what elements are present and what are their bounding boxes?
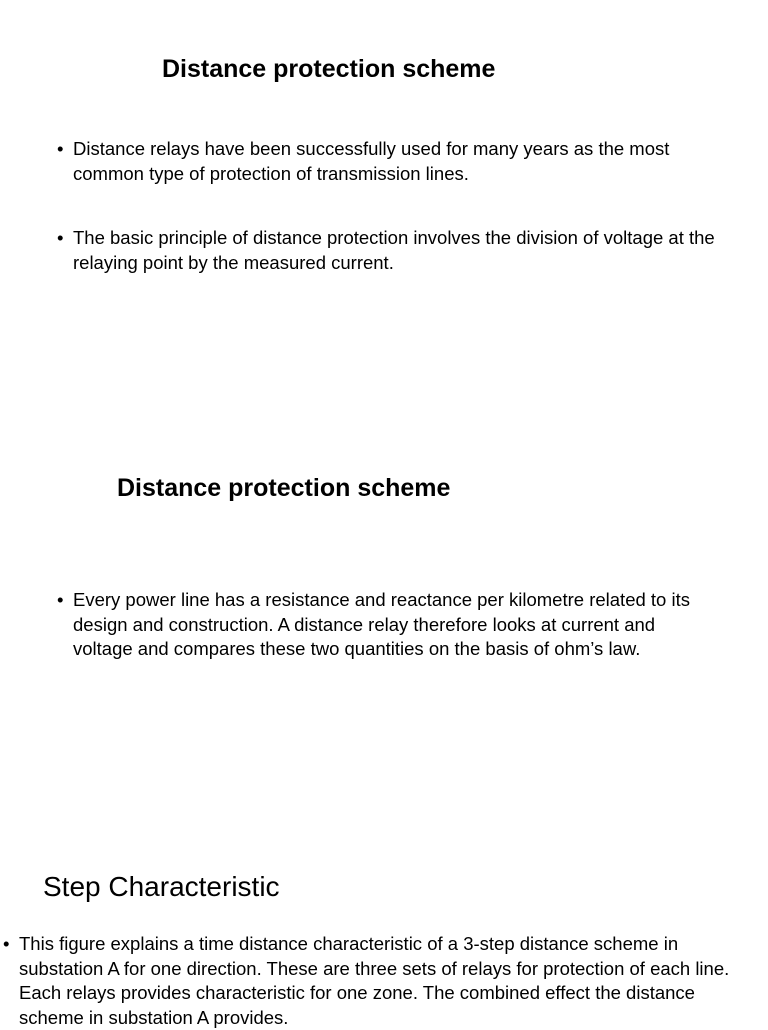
slide-3 (0, 750, 768, 1028)
slide-title: Step Characteristic (43, 871, 280, 902)
bullet-text: The basic principle of distance protection involves the division of voltage at the relaying point by the measured current. (73, 227, 715, 273)
bullet-list (3, 932, 755, 1030)
bullet-text: Every power line has a resistance and reactance per kilometre related to its design and construction. A distance relay therefore looks at current and voltage and compares these two quantities on the basis of ohm’s law. (73, 589, 690, 659)
bullet-item (57, 226, 717, 275)
bullet-icon: • (3, 933, 10, 954)
bullet-icon: • (57, 138, 64, 159)
bullet-item (3, 932, 755, 1030)
bullet-icon: • (57, 227, 64, 248)
slide-1 (0, 0, 768, 330)
bullet-list (57, 137, 717, 275)
slide-title: Distance protection scheme (117, 474, 451, 502)
slide-title: Distance protection scheme (162, 55, 496, 83)
bullet-text: Distance relays have been successfully used for many years as the most common type of protection of transmission lines. (73, 138, 670, 184)
bullet-item (57, 588, 717, 662)
bullet-list (57, 588, 717, 662)
bullet-text: This figure explains a time distance characteristic of a 3-step distance scheme in substation A for one direction. These are three sets of relays for protection of each line. Each relays provides characteristic for one zone. The combined effect the distance scheme in substation A provides. (19, 933, 730, 1028)
bullet-item (57, 137, 717, 186)
bullet-icon: • (57, 589, 64, 610)
slide-2 (0, 330, 768, 750)
